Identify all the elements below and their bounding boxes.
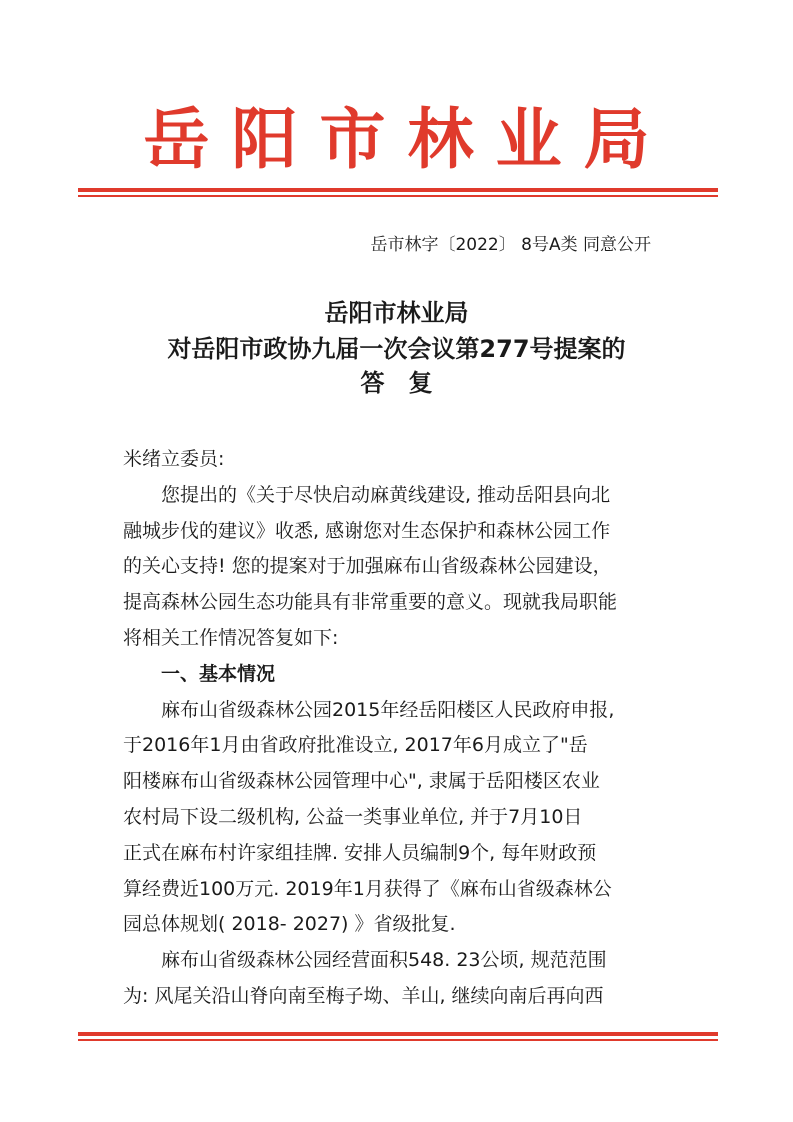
title-line-3: 答复: [360, 369, 457, 397]
salutation: 米绪立委员:: [123, 448, 225, 470]
footer-divider-thin: [78, 1039, 718, 1041]
header-divider-thick: [78, 188, 718, 192]
paragraph-basic-situation: 麻布山省级森林公园2015年经岳阳楼区人民政府申报, 于2016年1月由省政府批准设立, 2017年6月成立了"岳 阳楼麻布山省级森林公园管理中心", 隶属于岳阳楼区农业 农村局下设二级机构, 公益一类事业单位, 并于7月10日 正式在麻布村许家组挂牌. 安排人员编制9个, 每年财政预 算经费近100万元. 2019年1月获得了《麻布山省级森林公 园总体规划( 2018- 2027) 》省级批复.: [123, 698, 615, 936]
title-line-2: 对岳阳市政协九届一次会议第277号提案的: [167, 335, 626, 363]
title-line-1: 岳阳市林业局: [324, 299, 469, 327]
header-divider: [78, 188, 718, 197]
footer-divider: [78, 1032, 718, 1041]
header-divider-thin: [78, 195, 718, 197]
document-number: 岳市林字〔2022〕 8号A类 同意公开: [370, 235, 651, 255]
paragraph-intro: 您提出的《关于尽快启动麻黄线建设, 推动岳阳县向北 融城步伐的建议》收悉, 感谢您对生态保护和森林公园工作 的关心支持! 您的提案对于加强麻布山省级森林公园建设， 提高森林公园生态功能具有非常重要的意义。现就我局职能 将相关工作情况答复如下:: [123, 483, 618, 649]
document-body: [123, 442, 683, 1015]
section-heading-basic-situation: 一、基本情况: [161, 662, 276, 685]
paragraph-area-scope: 麻布山省级森林公园经营面积548. 23公顷, 规范范围 为: 风尾关沿山脊向南至梅子坳、羊山, 继续向南后再向西: [123, 949, 607, 1007]
masthead-org-name: 岳阳市林业局: [143, 101, 672, 178]
footer-divider-thick: [78, 1032, 718, 1036]
